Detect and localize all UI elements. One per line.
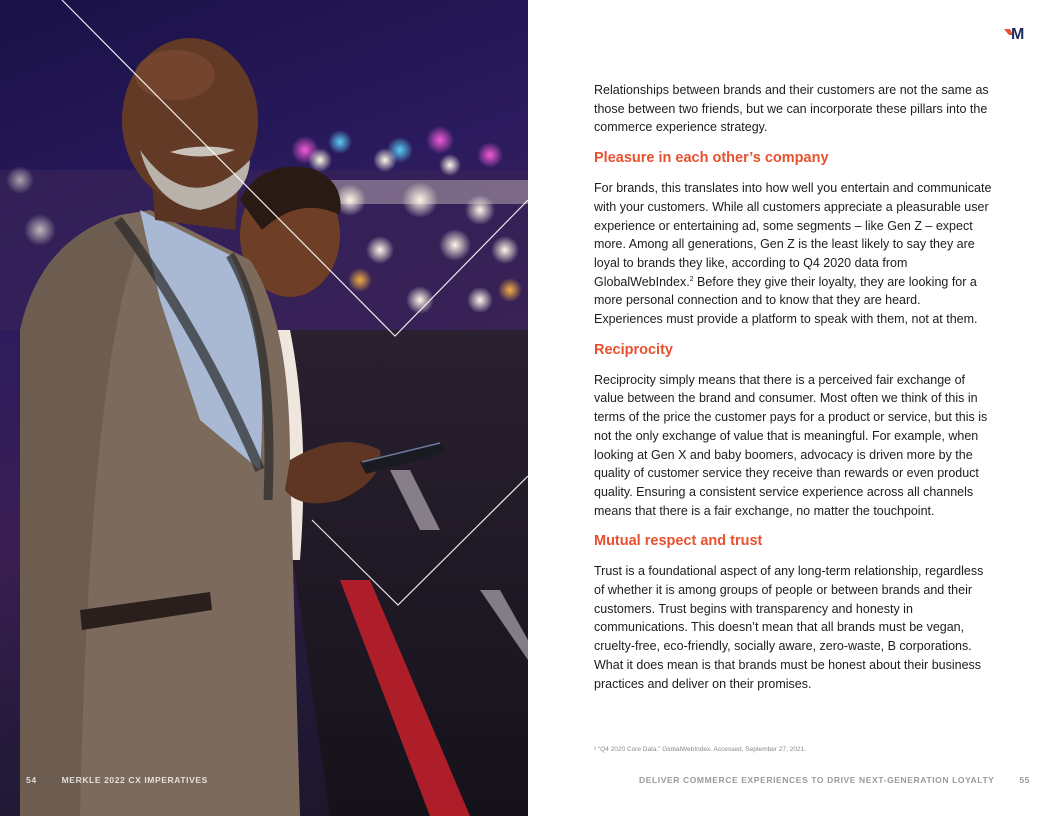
section-body-reciprocity: Reciprocity simply means that there is a perceived fair exchange of value between the brand and consumer. Most often we think of this in terms of the price the customer pays for a product or service, but this is not the only exchange of value that is meaningful. For example, when looking at Gen X and baby boomers, advocacy is driven more by the quality of customer service they receive than rewards or even product quality. Ensuring a consistent service experience across all channels means that there is a fair exchange, no matter the touchpoint. bbox=[594, 372, 988, 518]
pleasure-body-part2: Before they give their loyalty, they are looking for a more personal connection and to know that they are heard. Experiences must provide a platform to speak with them, not at them. bbox=[594, 274, 978, 327]
right-page-footer bbox=[639, 775, 1030, 785]
pleasure-body-part1: For brands, this translates into how well you entertain and communicate with your customers. While all customers appreciate a pleasurable user experience or entertaining ad, some segments – like Gen Z – expect more. Among all generations, Gen Z is the least likely to say they are loyal to brands they like, according to Q4 2020 data from GlobalWebIndex. bbox=[594, 181, 992, 289]
section-heading-reciprocity: Reciprocity bbox=[594, 341, 673, 358]
left-running-title: MERKLE 2022 CX IMPERATIVES bbox=[61, 775, 208, 785]
section-heading-trust: Mutual respect and trust bbox=[594, 533, 763, 550]
left-page-number: 54 bbox=[26, 775, 37, 785]
footnote-ref: 2 bbox=[689, 275, 694, 283]
merkle-logo-icon bbox=[1004, 25, 1030, 41]
text-page bbox=[528, 0, 1056, 816]
intro-paragraph: Relationships between brands and their customers are not the same as those between two friends, but we can incorporate these pillars into the commerce experience strategy. bbox=[594, 83, 989, 135]
section-body-pleasure bbox=[594, 179, 992, 329]
left-page-footer bbox=[26, 775, 208, 785]
section-heading-pleasure: Pleasure in each other’s company bbox=[594, 150, 829, 167]
footnote: ² “Q4 2020 Core Data.” GlobalWebIndex. Accessed, September 27, 2021. bbox=[594, 746, 806, 753]
section-body-trust: Trust is a foundational aspect of any long-term relationship, regardless of whether it is among groups of people or between brands and their customers. Trust begins with transparency and honesty in communications. This doesn’t mean that all brands must be vegan, cruelty-free, eco-friendly, socially aware, zero-waste, B corporations. What it does mean is that brands must be honest about their business practices and deliver on their promises. bbox=[594, 564, 984, 691]
article-body bbox=[594, 81, 992, 705]
right-page-number: 55 bbox=[1019, 775, 1030, 785]
right-running-title: DELIVER COMMERCE EXPERIENCES TO DRIVE NEXT-GENERATION LOYALTY bbox=[638, 775, 995, 785]
logo-letter: M bbox=[1011, 26, 1025, 41]
